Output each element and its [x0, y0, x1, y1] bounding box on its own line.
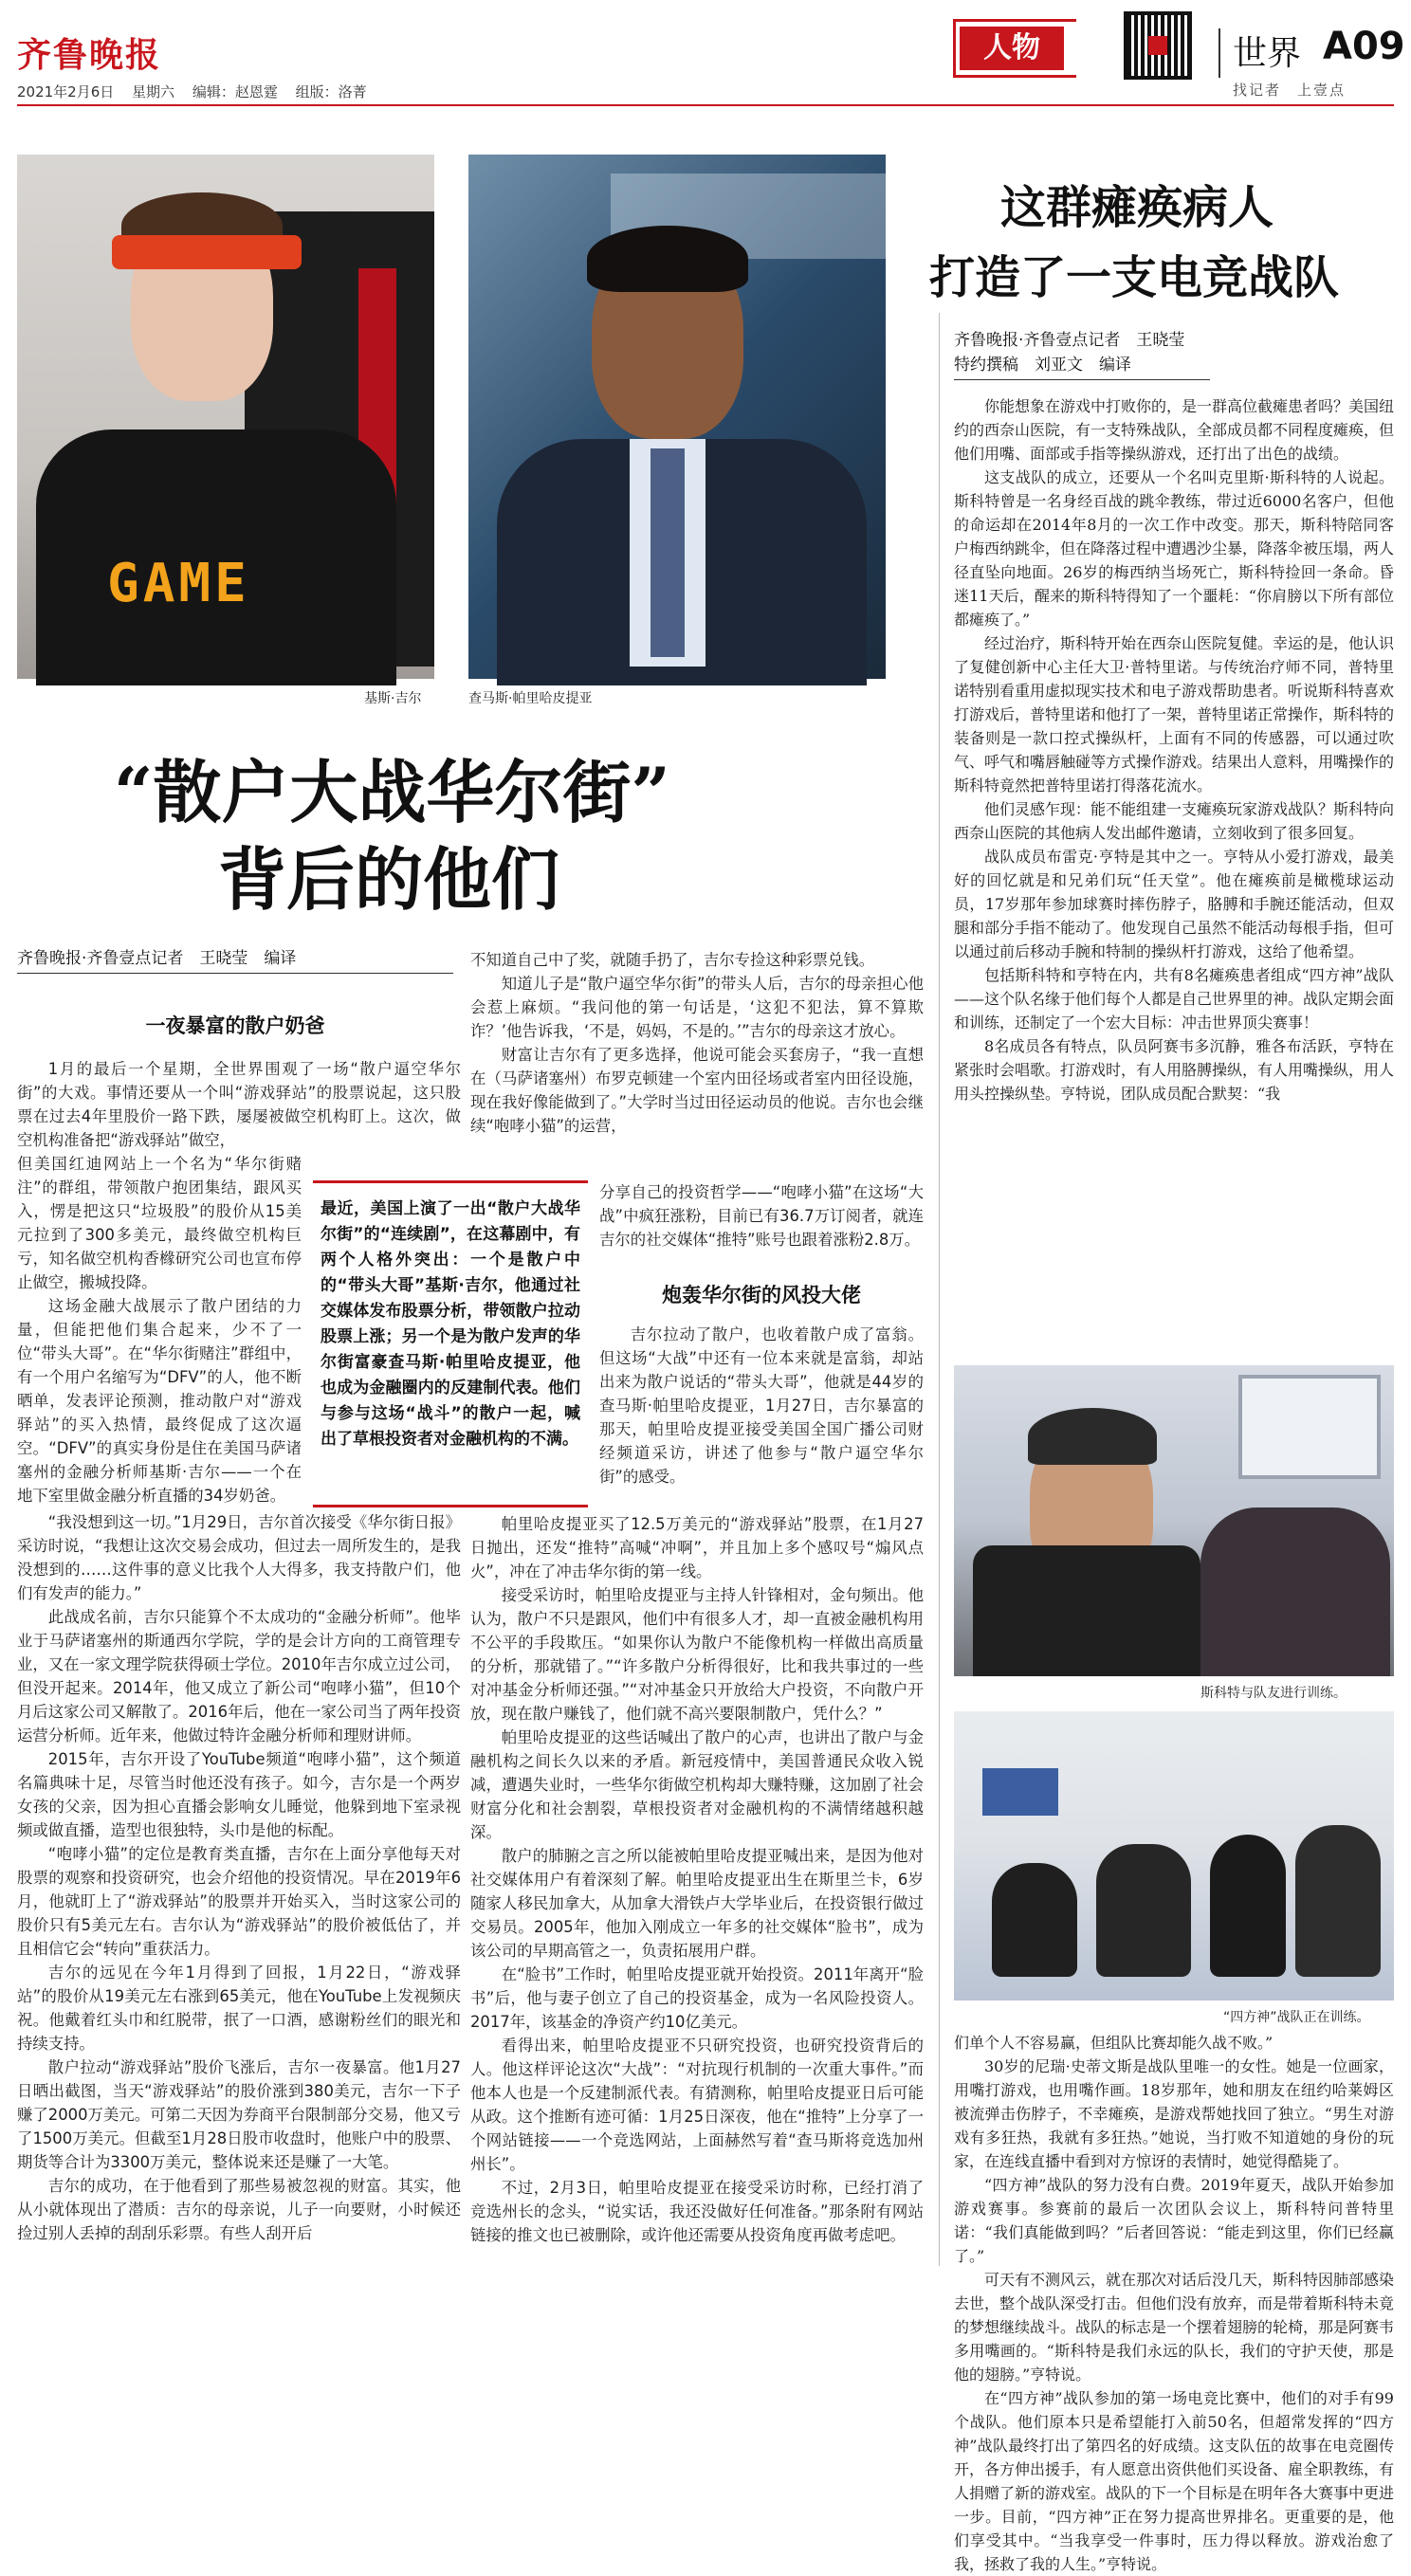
- beanie-shape: [1028, 1408, 1157, 1465]
- photo-chamath: [468, 155, 886, 679]
- photo-keith-gill: [17, 155, 434, 679]
- story1-paragraph: 不知道自己中了奖，就随手扔了，吉尔专捡这种彩票兑钱。: [470, 951, 875, 969]
- photo-team-training: [954, 1711, 1394, 2001]
- story2-paragraph: 经过治疗，斯科特开始在西奈山医院复健。幸运的是，他认识了复健创新中心主任大卫·普特里诺。与传统治疗师不同，普特里诺特别看重用虚拟现实技术和电子游戏帮助患者。听说斯科特喜欢打游戏后，普特里诺和他打了一架，普特里诺正常操作，斯科特的装备则是一款口控式操纵杆，上面有不同的传感器，可以通过吹气、呼气和嘴唇触碰等方式操作游戏。结果出人意料，用嘴操作的斯科特竟然把普特里诺打得落花流水。: [954, 634, 1395, 795]
- layout-credit: 组版：洛菁: [295, 83, 367, 100]
- hair-shape-2: [587, 226, 748, 292]
- story1-col1-bottom: [17, 1510, 461, 2269]
- story2-byline-2: 特约撰稿 刘亚文 编译: [954, 356, 1131, 375]
- section-tag: 人物: [960, 27, 1064, 70]
- story1-subhead-2: 炮轰华尔街的风投大佬: [662, 1284, 861, 1306]
- pull-quote-text: 最近，美国上演了一出“散户大战华尔街”的“连续剧”，在这幕剧中，有两个人格外突出：一个是散户中的“带头大哥”基斯·吉尔，他通过社交媒体发布股票分析，带领散户拉动股票上涨；另一个是为散户发声的华尔街富豪查马斯·帕里哈皮提亚，他也成为金融圈内的反建制代表。他们与参与这场“战斗”的散户一起，喊出了草根投资者对金融机构的不满。: [321, 1199, 580, 1449]
- story1-paragraph: 分享自己的投资哲学——“咆哮小猫”在这场“大战”中疯狂涨粉，目前已有36.7万订阅者，就连吉尔的社交媒体“推特”账号也跟着涨粉2.8万。: [599, 1183, 924, 1249]
- story1-paragraph: 在“脸书”工作时，帕里哈皮提亚就开始投资。2011年离开“脸书”后，他与妻子创立了自己的投资基金，成为一名风险投资人。2017年，该基金的净资产约10亿美元。: [470, 1965, 924, 2031]
- story1-paragraph: 看得出来，帕里哈皮提亚不只研究投资，也研究投资背后的人。他这样评论这次“大战”：“对抗现行机制的一次重大事件。”而他本人也是一个反建制派代表。有猜测称，帕里哈皮提亚日后可能从政。这个推断有迹可循：1月25日深夜，他在“推特”上分享了一个网站链接——一个竞选网站，上面赫然写着“查马斯将竞选加州州长”。: [470, 2037, 924, 2173]
- wheelchair-2: [1096, 1844, 1191, 1977]
- story2-paragraph: 30岁的尼瑞·史蒂文斯是战队里唯一的女性。她是一位画家，用嘴打游戏，也用嘴作画。18岁那年，她和朋友在纽约哈莱姆区被流弹击伤脖子，不幸瘫痪，是游戏帮她找回了独立。“男生对游戏有多狂热，我就有多狂热。”她说，当打败不知道她的身份的玩家，在连线直播中看到对方惊讶的表情时，她觉得酷毙了。: [954, 2057, 1394, 2170]
- photo-caption-4: “四方神”战队正在训练。: [1223, 2010, 1370, 2025]
- story2-headline-line1: 这群瘫痪病人: [1000, 181, 1274, 234]
- story1-col1-top: [17, 1057, 461, 1152]
- editor-credit: 编辑：赵恩霆: [192, 83, 278, 100]
- story1-paragraph: 不过，2月3日，帕里哈皮提亚在接受采访时称，已经打消了竞选州长的念头，“说实话，我还没做好任何准备。”那条附有网站链接的推文也已被删除，或许他还需要从投资角度再做考虑吧。: [470, 2179, 924, 2244]
- story2-paragraph: 他们灵感乍现：能不能组建一支瘫痪玩家游戏战队？斯科特向西奈山医院的其他病人发出邮件邀请，立刻收到了很多回复。: [954, 800, 1395, 842]
- story2-headline-line2: 打造了一支电竞战队: [929, 251, 1340, 304]
- story1-headline-line2: 背后的他们: [218, 839, 560, 920]
- story1-paragraph: 接受采访时，帕里哈皮提亚与主持人针锋相对，金句频出。他认为，散户不只是跟风，他们中有很多人才，却一直被金融机构用不公平的手段欺压。“如果你认为散户不能像机构一样做出高质量的分析，那就错了。”“许多散户分析得很好，比和我共事过的一些对冲基金分析师还强。”“对冲基金只开放给大户投资，不向散户开放，现在散户赚钱了，他们就不高兴要限制散户，凭什么？”: [470, 1586, 924, 1723]
- story1-paragraph: 知道儿子是“散户逼空华尔街”的带头人后，吉尔的母亲担心他会惹上麻烦。“我问他的第一句话是，‘这犯不犯法，算不算欺诈？’他告诉我，‘不是，妈妈，不是的。’”吉尔的母亲这才放心。: [470, 975, 924, 1040]
- column-divider: [939, 313, 940, 2266]
- story1-col2-bottom: [470, 1512, 924, 2269]
- story2-paragraph: 你能想象在游戏中打败你的，是一群高位截瘫患者吗？美国纽约的西奈山医院，有一支特殊战队，全部成员都不同程度瘫痪，但他们用嘴、面部或手指等操纵游戏，还打出了出色的战绩。: [954, 397, 1395, 463]
- story1-col1-narrow: [17, 1152, 302, 1510]
- story1-paragraph: 散户的肺腑之言之所以能被帕里哈皮提亚喊出来，是因为他对社交媒体用户有着深刻了解。帕里哈皮提亚出生在斯里兰卡，6岁随家人移民加拿大，从加拿大滑铁卢大学毕业后，在投资银行做过交易员。2005年，他加入刚成立一年多的社交媒体“脸书”，成为该公司的早期高管之一，负责拓展用户群。: [470, 1847, 924, 1960]
- photo-caption-3: 斯科特与队友进行训练。: [1200, 1686, 1347, 1701]
- story1-paragraph: 吉尔拉动了散户，也收着散户成了富翁。但这场“大战”中还有一位本来就是富翁，却站出来为散户说话的“带头大哥”，他就是44岁的查马斯·帕里哈皮提亚，1月27日，吉尔暴富的那天，帕里哈皮提亚接受美国全国广播公司财经频道采访，讲述了他参与“散户逼空华尔街”的感受。: [599, 1325, 924, 1486]
- issue-weekday: 星期六: [132, 83, 175, 100]
- story1-col2-top: [470, 948, 924, 1180]
- story2-paragraph: 这支战队的成立，还要从一个名叫克里斯·斯科特的人说起。斯科特曾是一名身经百战的跳伞教练，带过近6000名客户，但他的命运却在2014年8月的一次工作中改变。那天，斯科特陪同客户梅西纳跳伞，但在降落过程中遭遇沙尘暴，降落伞被压塌，两人径直坠向地面。26岁的梅西纳当场死亡，斯科特捡回一条命。昏迷11天后，醒来的斯科特得知了一个噩耗：“你肩膀以下所有部位都瘫痪了。”: [954, 468, 1395, 629]
- wheelchair-4: [1295, 1825, 1381, 1977]
- red-headband: [112, 235, 302, 269]
- qr-code-icon: [1124, 11, 1192, 80]
- tie-shape: [651, 448, 685, 657]
- page-number: A09: [1323, 25, 1405, 68]
- story1-paragraph: 吉尔的成功，在于他看到了那些易被忽视的财富。其实，他从小就体现出了潜质：吉尔的母亲说，儿子一向要财，小时候还捡过别人丢掉的刮刮乐彩票。有些人刮开后: [17, 2177, 461, 2242]
- tshirt-print: GAME: [107, 553, 250, 614]
- story1-headline-line1: “散户大战华尔街”: [114, 752, 670, 832]
- photo-scott-training: [954, 1365, 1394, 1676]
- story1-paragraph: 这场金融大战展示了散户团结的力量，但能把他们集合起来，少不了一位“带头大哥”。在“华尔街赌注”群组中，有一个用户名缩写为“DFV”的人，他不断晒单，发表评论预测，推动散户对“游戏驿站”的买入热情，最终促成了这次逼空。“DFV”的真实身份是住在美国马萨诸塞州的金融分析师基斯·吉尔——一个在地下室里做金融分析直播的34岁奶爸。: [17, 1297, 302, 1505]
- story1-byline: 齐鲁晚报·齐鲁壹点记者 王晓莹 编译: [17, 949, 297, 968]
- story1-paragraph: 此战成名前，吉尔只能算个不太成功的“金融分析师”。他毕业于马萨诸塞州的斯通西尔学院，学的是会计方向的工商管理专业，又在一家文理学院获得硕士学位。2010年吉尔成立过公司，但没开起来。2014年，他又成立了新公司“咆哮小猫”，但10个月后这家公司又解散了。2016年后，他在一家公司当了两年投资运营分析师。近年来，他做过特许金融分析师和理财讲师。: [17, 1608, 461, 1745]
- story1-paragraph: “咆哮小猫”的定位是教育类直播，吉尔在上面分享他每天对股票的观察和投资研究，也会介绍他的投资情况。早在2019年6月，他就盯上了“游戏驿站”的股票并开始买入，当时这家公司的股价只有5美元左右。吉尔认为“游戏驿站”的股价被低估了，并且相信它会“转向”重获活力。: [17, 1845, 461, 1958]
- wheelchair-1: [992, 1863, 1077, 1977]
- story2-paragraph: 包括斯科特和亨特在内，共有8名瘫痪患者组成“四方神”战队——这个队名缘于他们每个人都是自己世界里的神。战队定期会面和训练，还制定了一个宏大目标：冲击世界顶尖赛事！: [954, 966, 1395, 1032]
- story2-paragraph: “四方神”战队的努力没有白费。2019年夏天，战队开始参加游戏赛事。参赛前的最后一次团队会议上，斯科特问普特里诺：“我们真能做到吗？”后者回答说：“能走到这里，你们已经赢了。”: [954, 2176, 1394, 2265]
- story1-col2-narrow: [599, 1180, 924, 1275]
- photo-caption-2: 查马斯·帕里哈皮提亚: [468, 691, 593, 706]
- issue-date: 2021年2月6日: [17, 83, 115, 100]
- window-shape: [1238, 1375, 1381, 1479]
- story2-paragraph: 战队成员布雷克·亨特是其中之一。亨特从小爱打游戏，最美好的回忆就是和兄弟们玩“任天堂”。他在瘫痪前是橄榄球运动员，17岁那年参加球赛时摔伤脖子，胳膊和手腕还能活动，但双腿和部分手指不能动了。他发现自己虽然不能活动每根手指，但可以通过前后移动手腕和特制的操纵杆打游戏，这给了他希望。: [954, 848, 1395, 960]
- header-rule: [17, 104, 1394, 106]
- story2-paragraph: 8名成员各有特点，队员阿赛韦多沉静，雅各布活跃，亨特在紧张时会唱歌。打游戏时，有人用胳膊操纵，有人用嘴操纵，用人用头控操纵垫。亨特说，团队成员配合默契：“我: [954, 1037, 1395, 1103]
- story1-paragraph: 1月的最后一个星期，全世界围观了一场“散户逼空华尔街”的大戏。事情还要从一个叫“游戏驿站”的股票说起，这只股票在过去4年里股价一路下跌，屡屡被做空机构盯上。这次，做空机构准备把“游戏驿站”做空，: [17, 1060, 461, 1149]
- story1-paragraph: 吉尔的远见在今年1月得到了回报，1月22日，“游戏驿站”的股价从19美元左右涨到65美元，他在YouTube上发视频庆祝。他戴着红头巾和红脱带，抿了一口酒，感谢粉丝们的眼光和持续支持。: [17, 1964, 461, 2053]
- pull-quote-box: [313, 1180, 588, 1507]
- newspaper-logo: 齐鲁晚报: [17, 35, 162, 75]
- wheelchair-shape: [973, 1545, 1200, 1676]
- story1-subhead-1: 一夜暴富的散户奶爸: [145, 1014, 325, 1037]
- story2-paragraph: 在“四方神”战队参加的第一场电竞比赛中，他们的对手有99个战队。他们原本只是希望能打入前50名，但超常发挥的“四方神”战队最终打出了第四名的好成绩。这支队伍的故事在电竞圈传开，各方伸出援手，有人愿意出资供他们买设备、雇全职教练，有人捐赠了新的游戏室。战队的下一个目标是在明年各大赛事中更进一步。目前，“四方神”正在努力提高世界排名。更重要的是，他们享受其中。“当我享受一件事时，压力得以释放。游戏治愈了我，拯救了我的人生。”亨特说。: [954, 2389, 1395, 2573]
- wheelchair-3: [1210, 1835, 1286, 1977]
- story1-paragraph: 帕里哈皮提亚的这些话喊出了散户的心声，也讲出了散户与金融机构之间长久以来的矛盾。新冠疫情中，美国普通民众收入锐减，遭遇失业时，一些华尔街做空机构却大赚特赚，这加剧了社会财富分化和社会割裂，草根投资者对金融机构的不满情绪越积越深。: [470, 1728, 924, 1841]
- screen-shape: [982, 1768, 1058, 1816]
- story2-paragraph: 可天有不测风云，就在那次对话后没几天，斯科特因肺部感染去世，整个战队深受打击。但他们没有放弃，而是带着斯科特未竟的梦想继续战斗。战队的标志是一个摆着翅膀的轮椅，那是阿赛韦多用嘴画的。“斯科特是我们永远的队长，我们的守护天使，那是他的翅膀。”亨特说。: [954, 2271, 1395, 2384]
- story2-body-bottom: [954, 2031, 1395, 2573]
- story1-byline-rule: [17, 973, 453, 974]
- story1-paragraph: 散户拉动“游戏驿站”股价飞涨后，吉尔一夜暴富。他1月27日晒出截图，当天“游戏驿站”的股价涨到380美元，吉尔一下子赚了2000万美元。可第二天因为券商平台限制部分交易，他又亏了1500万美元。但截至1月28日股市收盘时，他账户中的股票、期货等合计为3300万美元，整体说来还是赚了一大笔。: [17, 2058, 461, 2171]
- dateline: [17, 82, 380, 101]
- story2-paragraph: 们单个人不容易赢，但组队比赛却能久战不败。”: [954, 2034, 1274, 2052]
- header-divider: [1219, 28, 1220, 78]
- story1-paragraph: 2015年，吉尔开设了YouTube频道“咆哮小猫”，这个频道名篇典味十足，尽管当时他还没有孩子。如今，吉尔是一个两岁女孩的父亲，因为担心直播会影响女儿睡觉，他躲到地下室录视频或做直播，造型也很独特，头巾是他的标配。: [17, 1750, 461, 1839]
- photo-caption-1: 基斯·吉尔: [364, 691, 422, 706]
- story1-paragraph: 财富让吉尔有了更多选择，他说可能会买套房子，“我一直想在（马萨诸塞州）布罗克顿建一个室内田径场或者室内田径设施，现在我好像能做到了。”大学时当过田径运动员的他说。吉尔也会继续“咆哮小猫”的运营，: [470, 1046, 924, 1135]
- story2-byline-rule: [954, 379, 1210, 380]
- story1-paragraph: 但美国红迪网站上一个名为“华尔街赌注”的群组，带领散户抱团集结，跟风买入，愣是把这只“垃圾股”的股价从15美元拉到了300多美元，最终做空机构巨亏，知名做空机构香橼研究公司也宣布停止做空，搬城投降。: [17, 1155, 302, 1291]
- story1-col2-narrow-2: [599, 1323, 924, 1512]
- contact-slogan: 找记者 上壹点: [1233, 82, 1347, 99]
- teammates-shape: [1200, 1507, 1390, 1676]
- story2-body-top: [954, 394, 1394, 1352]
- story1-paragraph: 帕里哈皮提亚买了12.5万美元的“游戏驿站”股票，在1月27日抛出，还发“推特”高喊“冲啊”，并且加上多个感叹号“煽风点火”，冲在了冲击华尔街的第一线。: [470, 1515, 924, 1580]
- page-section-name: 世界: [1233, 34, 1302, 73]
- story1-paragraph: “我没想到这一切。”1月29日，吉尔首次接受《华尔街日报》采访时说，“我想让这次交易会成功，但过去一周所发生的，是我没想到的……这件事的意义比我个人大得多，我支持散户们，他们有发声的能力。”: [17, 1513, 461, 1602]
- story2-byline-1: 齐鲁晚报·齐鲁壹点记者 王晓莹: [954, 331, 1185, 350]
